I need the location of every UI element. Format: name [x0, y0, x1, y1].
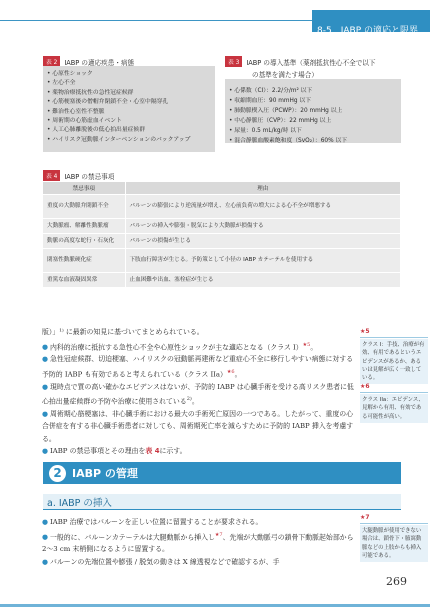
table3-number: 表 3	[225, 56, 242, 67]
side-note	[360, 328, 428, 384]
table-cell: 下肢血行障害が生じる。予防策として小径の IABP カテーテルを使用する	[125, 248, 400, 272]
table-cell: バルーンの膨張により逆流量が増え、左心前負荷の増大による心不全が増悪する	[125, 194, 400, 218]
table-row	[43, 218, 400, 233]
table-cell: バルーンの挿入や膨張・脱気により大動脈が損傷する	[125, 218, 400, 233]
side-note	[360, 383, 428, 423]
table3-title-line1: IABP の導入基準（薬剤抵抗性心不全で以下	[246, 58, 376, 67]
table3-box	[225, 79, 401, 143]
list-item: • 人工心肺離脱後の低心拍出量症候群	[47, 126, 215, 135]
bullet-icon: ●	[42, 447, 49, 456]
table-cell: 止血困難や出血、塞栓症が生じる	[125, 272, 400, 287]
header-tab	[312, 10, 430, 36]
list-item: • 中心静脈圧（CVP）：22 mmHg 以上	[229, 116, 401, 126]
list-item: • 難治性心室性不整脈	[47, 108, 215, 117]
table-header-cell: 禁忌事項	[43, 182, 125, 194]
table-cell: 重篤な血液凝固異常	[43, 272, 125, 287]
bullet-icon: ●	[42, 355, 49, 364]
bullet-icon: ●	[42, 518, 49, 526]
page-number: 269	[386, 575, 407, 588]
bullet-icon: ●	[42, 409, 49, 418]
list-item: • 左心不全	[47, 79, 215, 88]
list-item: • 心原性ショック	[47, 70, 215, 79]
table2-title: IABP の適応疾患・病態	[64, 58, 135, 67]
list-item: • 心係数（CI）：2.2/分/m² 以下	[229, 86, 401, 96]
table3-title-line2: の基準を満たす場合）	[252, 71, 318, 79]
note-ref[interactable]: ★7	[214, 531, 223, 538]
bullet-icon: ●	[42, 532, 49, 541]
list-item: • 収縮期血圧：90 mmHg 以下	[229, 96, 401, 106]
side-note-head: ★6	[360, 383, 428, 393]
table-row	[43, 233, 400, 248]
table-cell: 大動脈瘤、解離性動脈瘤	[43, 218, 125, 233]
section-title: IABP の管理	[72, 467, 138, 480]
body-paragraph: ● 内科的治療に抵抗する急性心不全や心原性ショックが主な適応となる（クラス I）$^{★5}$。	[42, 341, 318, 351]
bullet-icon: ●	[42, 557, 49, 566]
body-paragraph: 版）」¹⁾ に最新の知見に基づいてまとめられている。	[42, 328, 204, 336]
table-header-cell: 理由	[125, 182, 400, 194]
body-paragraph: ● 急性冠症候群、切迫梗塞、ハイリスクの冠動脈再建術など重症心不全に移行しやすい病態に対する予防的 IABP も有効であると考えられている（クラス IIa）$^{★6}$。	[42, 355, 354, 379]
side-note-text: クラス IIa：エビデンス、見解から有用、有効である可能性が高い。	[360, 394, 428, 423]
note-ref[interactable]: ★5	[302, 341, 311, 348]
body-paragraph: ● 周術期心筋梗塞は、非心臓手術における最大の手術死亡原因の一つである。したがって、重度の心合併症を有する非心臓手術患者に対しても、周術期死亡率を減らすために予防的 IABP 挿入を考慮する。	[42, 409, 354, 443]
note-ref[interactable]: ★6	[226, 368, 235, 375]
table-cell: 重度の大動脈弁閉鎖不全	[43, 194, 125, 218]
list-item: • 薬物治療抵抗性の急性冠症候群	[47, 89, 215, 98]
body-text	[42, 326, 354, 458]
body-paragraph: ● バルーンの先端位置や膨張 / 脱気の動きは X 線透視などで確認するが、手	[42, 557, 280, 566]
header-rule	[0, 20, 312, 21]
body-paragraph: ● 一般的に、バルーンカテーテルは大腿動脈から挿入し$^{★7}$、先端が大動脈弓の鎖骨下動脈起始部から 2〜3 cm 末梢側になるように留置する。	[42, 531, 354, 554]
table-row	[43, 248, 400, 272]
side-note	[360, 514, 428, 562]
table-cell: バルーンの損傷が生じる	[125, 233, 400, 248]
table2-box	[43, 66, 215, 152]
section-number: 2	[49, 465, 66, 482]
side-note-text: クラス I：手技、治療が有効、有用であるというエビデンスがあるか、あるいは見解が広く一致している。	[360, 339, 428, 384]
table-cell: 動脈の高度な蛇行・石灰化	[43, 233, 125, 248]
side-note-text: 大腿動脈が使用できない場合は、鎖骨下・腋窩動脈などの上肢からも挿入可能である。	[360, 525, 428, 562]
body-paragraph: ● 現時点で質の高い確かなエビデンスはないが、予防的 IABP は心臓手術を受ける高リスク患者に低心拍出量症候群の予防や治療に使用されている$^{2)}$。	[42, 382, 354, 406]
header-section-title: 8-5 IABP の適応と限界	[317, 26, 418, 36]
list-item: • 尿量：0.5 mL/kg/時 以下	[229, 126, 401, 136]
bullet-icon: ●	[42, 342, 49, 351]
side-note-head: ★7	[360, 514, 428, 524]
table-row	[43, 272, 400, 287]
subsection-heading: a. IABP の挿入	[43, 494, 401, 510]
list-item: • 心筋梗塞後の僧帽弁閉鎖不全・心室中隔穿孔	[47, 98, 215, 107]
body-paragraph: ● IABP 治療ではバルーンを正しい位置に留置することが要求される。	[42, 518, 263, 526]
bullet-icon: ●	[42, 382, 49, 391]
table4-number: 表 4	[43, 170, 60, 181]
table-row	[43, 194, 400, 218]
body-paragraph: ● IABP の禁忌事項とその理由を表 4に示す。	[42, 447, 187, 456]
body-text-2	[42, 516, 354, 568]
table-header-row	[43, 182, 400, 194]
table-cell: 閉塞性動脈硬化症	[43, 248, 125, 272]
table2-number: 表 2	[43, 56, 60, 67]
table4-caption	[43, 170, 114, 181]
table-ref-link[interactable]: 表 4	[145, 447, 160, 456]
side-note-head: ★5	[360, 328, 428, 338]
table3-caption	[225, 56, 375, 79]
contraindications-table	[43, 182, 400, 288]
list-item: • 周術期の心筋虚血イベント	[47, 117, 215, 126]
list-item: • 混合静脈血酸素飽和度（SvO₂）：60% 以下	[229, 136, 401, 146]
list-item: • ハイリスク冠動脈インターベンションのバックアップ	[47, 136, 215, 145]
citation-ref[interactable]: 2)	[186, 396, 192, 403]
list-item: • 肺動脈楔入圧（PCWP）：20 mmHg 以上	[229, 106, 401, 116]
table4-title: IABP の禁忌事項	[64, 172, 115, 181]
section-banner	[43, 462, 401, 484]
